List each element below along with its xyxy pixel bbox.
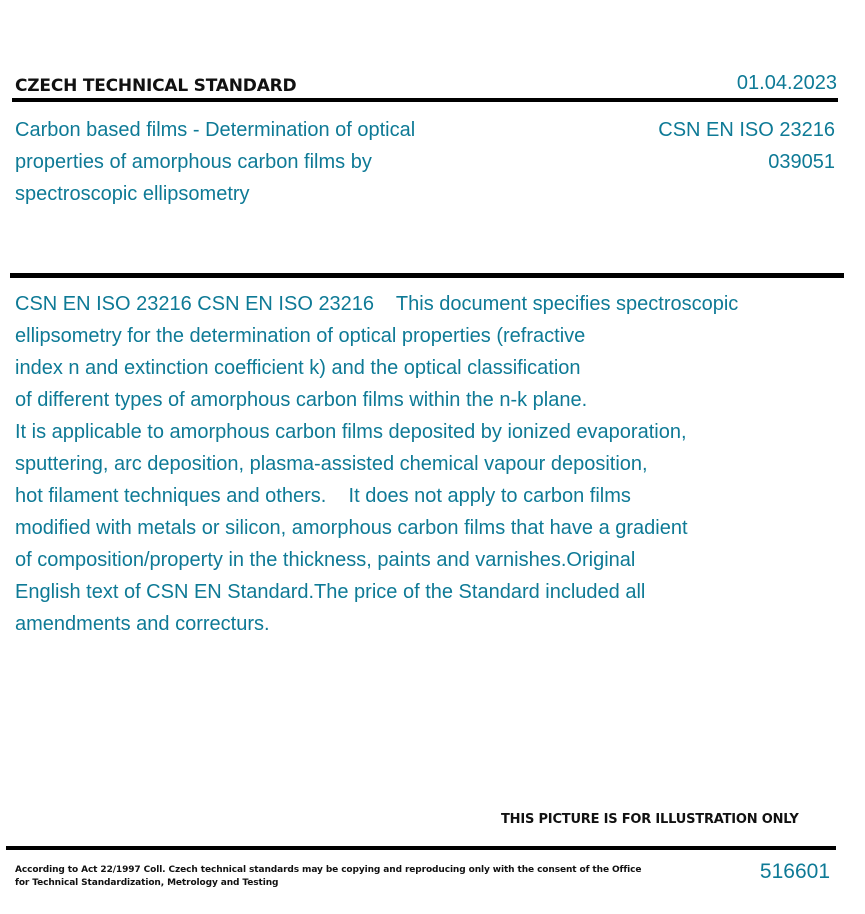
abstract-line: modified with metals or silicon, amorphous carbon films that have a gradient <box>15 517 688 539</box>
bottom-divider <box>6 846 836 850</box>
standard-title <box>15 114 485 210</box>
title-line: spectroscopic ellipsometry <box>15 183 250 205</box>
document-number: 516601 <box>759 860 830 883</box>
abstract-text <box>15 288 815 640</box>
abstract-line: of different types of amorphous carbon films within the n-k plane. <box>15 389 588 411</box>
abstract-line: CSN EN ISO 23216 CSN EN ISO 23216 This document specifies spectroscopic <box>15 293 739 315</box>
legal-notice <box>15 864 642 890</box>
abstract-line: English text of CSN EN Standard.The price of the Standard included all <box>15 581 646 603</box>
classification-code: 039051 <box>768 151 835 173</box>
middle-divider <box>10 273 844 278</box>
abstract-line: It is applicable to amorphous carbon films deposited by ionized evaporation, <box>15 421 687 443</box>
top-divider <box>12 98 838 102</box>
abstract-line: sputtering, arc deposition, plasma-assisted chemical vapour deposition, <box>15 453 648 475</box>
standard-designation: CSN EN ISO 23216 <box>658 119 835 141</box>
legal-line: for Technical Standardization, Metrology and Testing <box>15 878 279 888</box>
abstract-line: hot filament techniques and others. It does not apply to carbon films <box>15 485 631 507</box>
publication-date: 01.04.2023 <box>736 72 837 94</box>
title-line: properties of amorphous carbon films by <box>15 151 372 173</box>
abstract-line: of composition/property in the thickness, paints and varnishes.Original <box>15 549 636 571</box>
standard-type-label: CZECH TECHNICAL STANDARD <box>15 76 297 96</box>
abstract-line: ellipsometry for the determination of optical properties (refractive <box>15 325 586 347</box>
abstract-line: amendments and correcturs. <box>15 613 270 635</box>
abstract-line: index n and extinction coefficient k) and the optical classification <box>15 357 581 379</box>
legal-line: According to Act 22/1997 Coll. Czech technical standards may be copying and reproducing only with the consent of the Office <box>15 865 642 875</box>
standard-codes <box>658 114 835 178</box>
illustration-notice: THIS PICTURE IS FOR ILLUSTRATION ONLY <box>501 812 799 827</box>
title-line: Carbon based films - Determination of optical <box>15 119 416 141</box>
